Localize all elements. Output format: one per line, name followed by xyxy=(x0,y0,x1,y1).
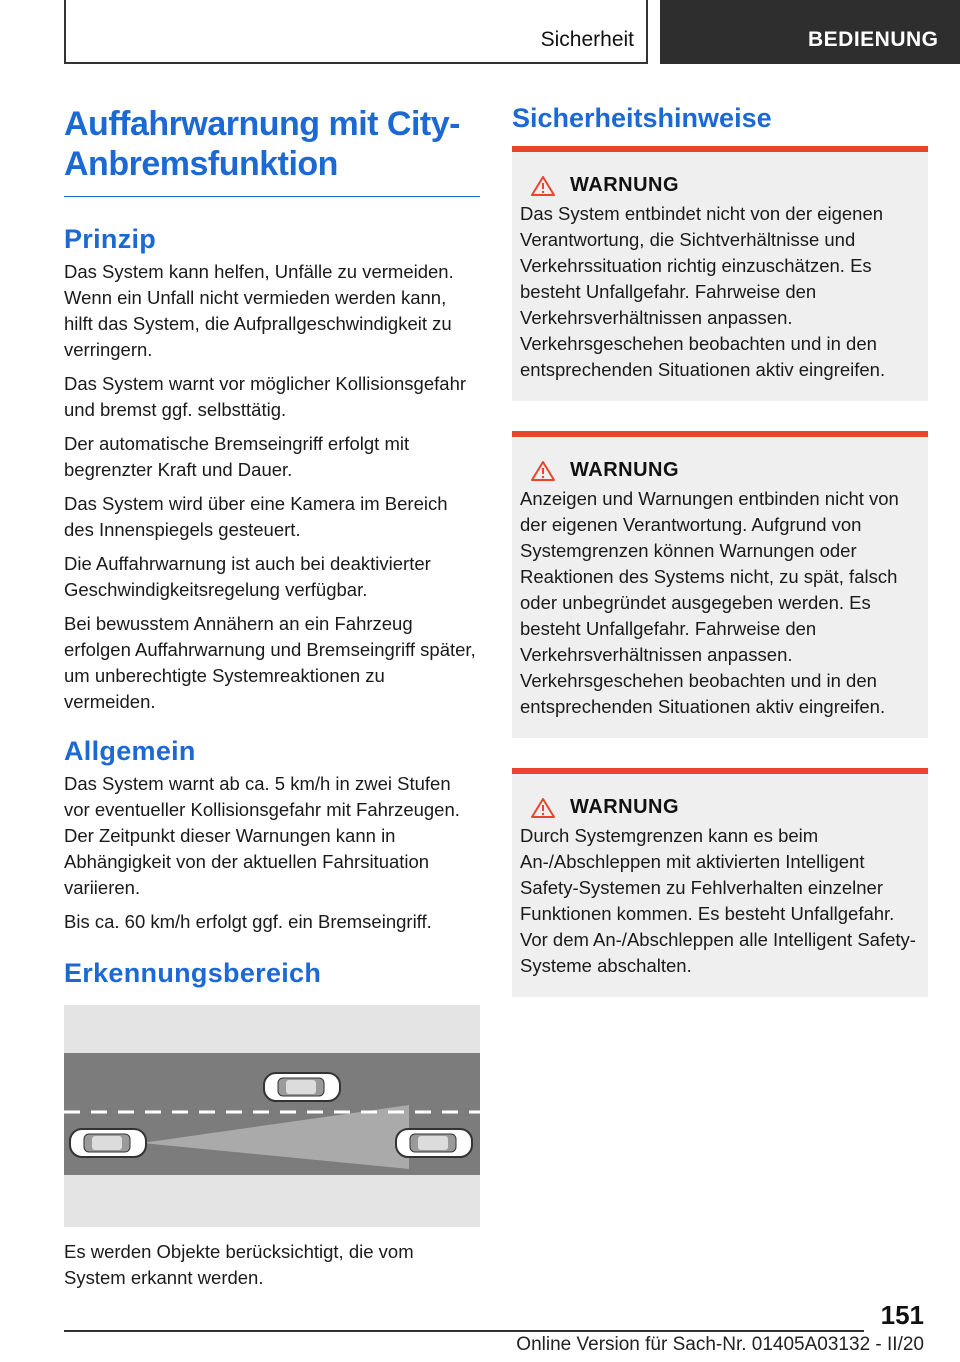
heading-allgemein: Allgemein xyxy=(64,736,196,766)
section-title-safety: Sicherheitshinweise xyxy=(512,103,772,133)
warning-label: WARNUNG xyxy=(570,459,680,481)
footer-divider xyxy=(64,1330,864,1332)
detection-area-figure xyxy=(64,1005,480,1227)
heading-erkennungsbereich: Erkennungsbereich xyxy=(64,958,322,988)
header-chapter-box xyxy=(660,0,960,64)
page-title: Auffahrwarnung mit City-Anbremsfunktion xyxy=(64,104,480,197)
paragraph: Das System warnt vor möglicher Kollisionsgefahr und bremst ggf. selbsttätig. xyxy=(64,373,467,420)
paragraph: Das System wird über eine Kamera im Bereich des Innenspiegels gesteuert. xyxy=(64,493,448,540)
vehicle-icon xyxy=(264,1073,340,1101)
paragraph: Die Auffahrwarnung ist auch bei deaktivierter Geschwindigkeitsregelung verfügbar. xyxy=(64,553,431,600)
footer-online-version: Online Version für Sach-Nr. 01405A03132 - II/20 xyxy=(516,1334,924,1355)
warning-triangle-icon xyxy=(530,797,556,819)
figure-caption: Es werden Objekte berücksichtigt, die vom System erkannt werden. xyxy=(64,1241,414,1288)
warning-box xyxy=(512,146,928,401)
detection-area-illustration xyxy=(64,1005,480,1227)
paragraph: Bis ca. 60 km/h erfolgt ggf. ein Bremseingriff. xyxy=(64,911,432,932)
paragraph: Das System warnt ab ca. 5 km/h in zwei Stufen vor eventueller Kollisionsgefahr mit Fahrzeugen. Der Zeitpunkt dieser Warnungen kann in Abhängigkeit von der aktuellen Fahrsituation variieren. xyxy=(64,773,460,898)
header-section-label: Sicherheit xyxy=(540,28,634,51)
warning-text: Durch Systemgrenzen kann es beim An-/Abschleppen mit aktivierten Intelligent Safety-Systemen zu Fehlverhalten einzelner Funktionen kommen. Es besteht Unfallgefahr. Vor dem An-/Abschleppen alle Intelligent Safety-Systeme abschalten. xyxy=(520,825,916,976)
header-section-box xyxy=(64,0,648,64)
warning-triangle-icon xyxy=(530,175,556,197)
warning-label: WARNUNG xyxy=(570,174,680,196)
heading-prinzip: Prinzip xyxy=(64,224,157,254)
vehicle-ahead-icon xyxy=(396,1129,472,1157)
paragraph: Bei bewusstem Annähern an ein Fahrzeug erfolgen Auffahrwarnung und Bremseingriff später, um unberechtigte Systemreaktionen zu vermeiden. xyxy=(64,613,476,712)
warning-box xyxy=(512,768,928,997)
own-vehicle-icon xyxy=(70,1129,146,1157)
warning-text: Anzeigen und Warnungen entbinden nicht von der eigenen Verantwortung. Aufgrund von Systemgrenzen können Warnungen oder Reaktionen des Systems nicht, zu spät, falsch oder unbegründet ausgegeben werden. Es besteht Unfallgefahr. Fahrweise den Verkehrsverhältnissen anpassen. Verkehrsgeschehen beobachten und in den entsprechenden Situationen aktiv eingreifen. xyxy=(520,488,899,717)
header-chapter-label: BEDIENUNG xyxy=(808,28,939,51)
paragraph: Das System kann helfen, Unfälle zu vermeiden. Wenn ein Unfall nicht vermieden werden kann, hilft das System, die Aufprallgeschwindigkeit zu verringern. xyxy=(64,261,454,360)
warning-label: WARNUNG xyxy=(570,796,680,818)
paragraph: Der automatische Bremseingriff erfolgt mit begrenzter Kraft und Dauer. xyxy=(64,433,410,480)
warning-triangle-icon xyxy=(530,460,556,482)
page-number: 151 xyxy=(880,1300,924,1330)
right-column xyxy=(512,100,928,1027)
left-column xyxy=(64,104,480,1299)
warning-text: Das System entbindet nicht von der eigenen Verantwortung, die Sichtverhältnisse und Verkehrssituation richtig einzuschätzen. Es besteht Unfallgefahr. Fahrweise den Verkehrsverhältnissen anpassen. Verkehrsgeschehen beobachten und in den entsprechenden Situationen aktiv eingreifen. xyxy=(520,203,886,380)
warning-box xyxy=(512,431,928,738)
